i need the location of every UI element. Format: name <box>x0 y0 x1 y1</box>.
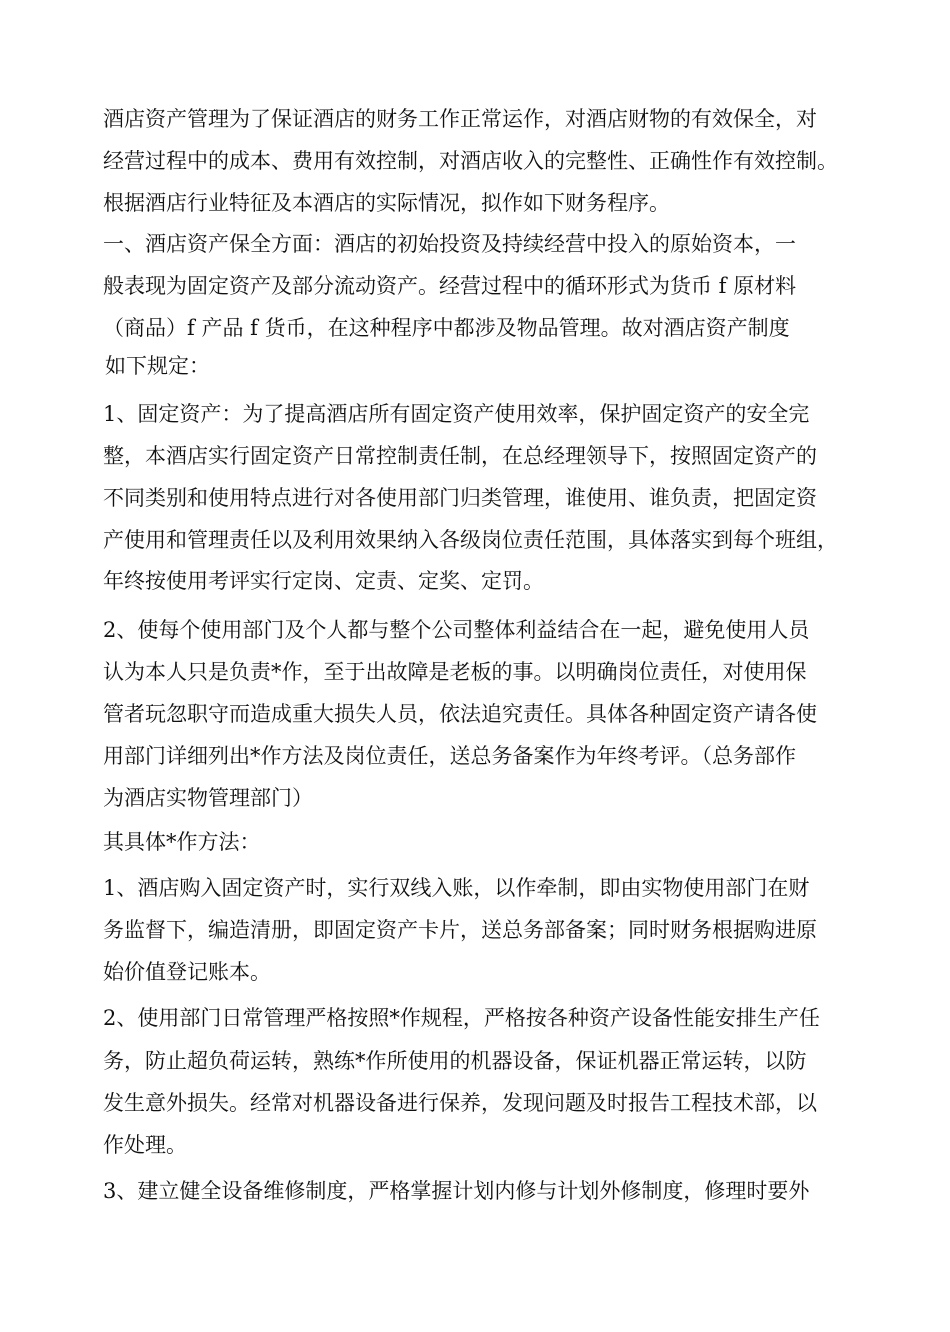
text-line: 始价值登记账本。 <box>103 960 271 984</box>
text-line: 酒店资产管理为了保证酒店的财务工作正常运作，对酒店财物的有效保全，对 <box>103 107 817 131</box>
text-line: 根据酒店行业特征及本酒店的实际情况，拟作如下财务程序。 <box>103 191 670 215</box>
text-line: 整，本酒店实行固定资产日常控制责任制，在总经理领导下，按照固定资产的 <box>103 444 817 468</box>
text-line: 1、固定资产：为了提高酒店所有固定资产使用效率，保护固定资产的安全完 <box>103 402 810 426</box>
text-line: 产使用和管理责任以及利用效果纳入各级岗位责任范围，具体落实到每个班组， <box>103 528 838 552</box>
text-line: 一、酒店资产保全方面：酒店的初始投资及持续经营中投入的原始资本，一 <box>103 232 796 256</box>
text-line: 管者玩忽职守而造成重大损失人员，依法追究责任。具体各种固定资产请各使 <box>103 702 817 726</box>
text-line: 经营过程中的成本、费用有效控制，对酒店收入的完整性、正确性作有效控制。 <box>103 149 838 173</box>
text-line: 务监督下，编造清册，即固定资产卡片，送总务部备案；同时财务根据购进原 <box>103 918 817 942</box>
text-line: 年终按使用考评实行定岗、定责、定奖、定罚。 <box>103 569 544 593</box>
text-line: 不同类别和使用特点进行对各使用部门归类管理，谁使用、谁负责，把固定资 <box>103 486 817 510</box>
text-line: 2、使每个使用部门及个人都与整个公司整体利益结合在一起，避免使用人员 <box>103 618 810 642</box>
text-line: 般表现为固定资产及部分流动资产。经营过程中的循环形式为货币 f 原材料 <box>103 274 797 298</box>
text-line: 用部门详细列出*作方法及岗位责任，送总务备案作为年终考评。（总务部作 <box>103 744 796 768</box>
text-line: 作处理。 <box>103 1133 187 1157</box>
text-line: 认为本人只是负责*作，至于出故障是老板的事。以明确岗位责任，对使用保 <box>103 660 807 684</box>
text-line: （商品）f 产品 f 货币，在这种程序中都涉及物品管理。故对酒店资产制度 <box>103 316 790 340</box>
text-line: 其具体*作方法： <box>103 830 261 854</box>
text-line: 3、建立健全设备维修制度，严格掌握计划内修与计划外修制度，修理时要外 <box>103 1179 810 1203</box>
text-line: 1、酒店购入固定资产时，实行双线入账，以作牵制，即由实物使用部门在财 <box>103 876 810 900</box>
text-line: 发生意外损失。经常对机器设备进行保养，发现问题及时报告工程技术部，以 <box>103 1091 817 1115</box>
text-line: 务，防止超负荷运转，熟练*作所使用的机器设备，保证机器正常运转，以防 <box>103 1049 807 1073</box>
text-line: 2、使用部门日常管理严格按照*作规程，严格按各种资产设备性能安排生产任 <box>103 1006 820 1030</box>
text-line: 为酒店实物管理部门） <box>103 786 313 810</box>
text-line: 如下规定： <box>105 354 210 378</box>
